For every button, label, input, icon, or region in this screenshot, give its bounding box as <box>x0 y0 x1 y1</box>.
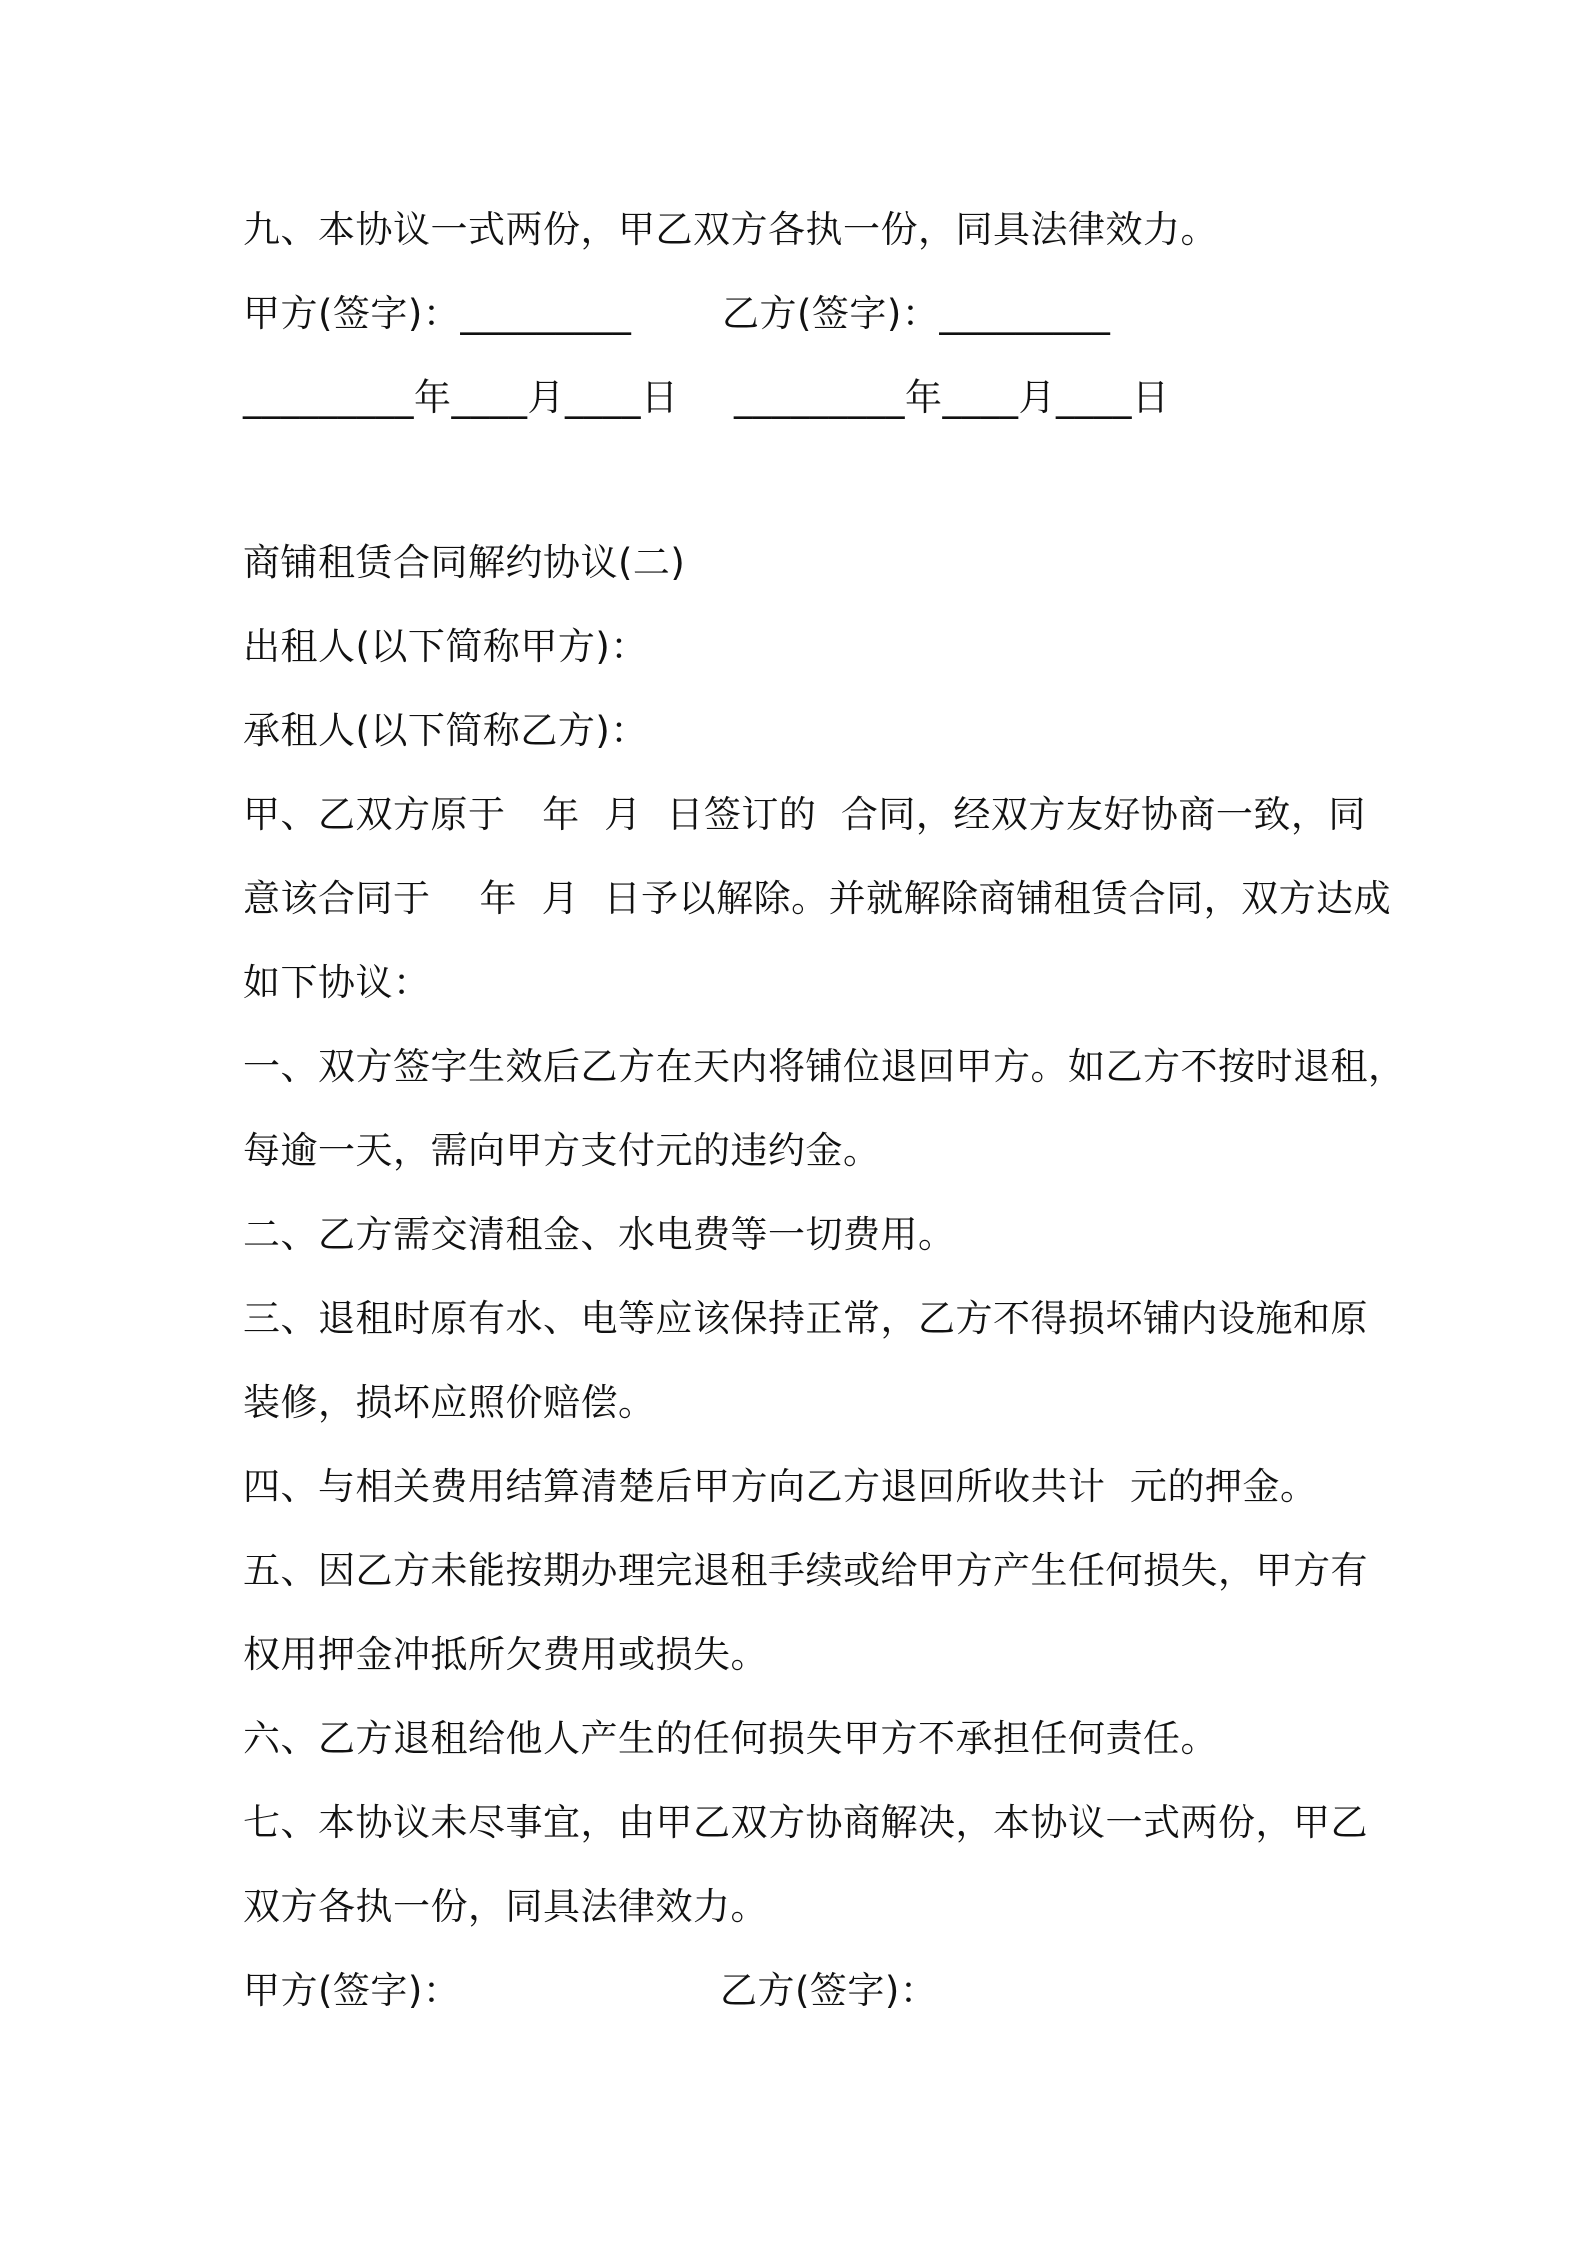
lessor-line: 出租人(以下简称甲方)： <box>243 625 648 668</box>
clause-one-line: 一、双方签字生效后乙方在天内将铺位退回甲方。如乙方不按时退租， <box>243 1045 1406 1088</box>
agreement-title: 商铺租赁合同解约协议(二) <box>243 541 686 584</box>
party-a-signature-line: 甲方(签字)：_________ <box>243 292 632 335</box>
clause-five-line: 权用押金冲抵所欠费用或损失。 <box>243 1633 768 1676</box>
party-a-date-line: _________年____月____日 <box>243 376 679 419</box>
party-b-signature: 乙方(签字)： <box>720 1969 938 2012</box>
clause-seven-line: 双方各执一份，同具法律效力。 <box>243 1885 768 1928</box>
clause-nine: 九、本协议一式两份，甲乙双方各执一份，同具法律效力。 <box>243 208 1218 251</box>
preamble-line: 如下协议： <box>243 961 431 1004</box>
clause-five-line: 五、因乙方未能按期办理完退租手续或给甲方产生任何损失，甲方有 <box>243 1549 1368 1592</box>
clause-one-line: 每逾一天，需向甲方支付元的违约金。 <box>243 1129 881 1172</box>
party-a-signature: 甲方(签字)： <box>243 1969 461 2012</box>
preamble-line: 甲、乙双方原于 年 月 日签订的 合同，经双方友好协商一致，同 <box>243 793 1366 836</box>
lessee-line: 承租人(以下简称乙方)： <box>243 709 648 752</box>
clause-three-line: 三、退租时原有水、电等应该保持正常，乙方不得损坏铺内设施和原 <box>243 1297 1368 1340</box>
clause-two: 二、乙方需交清租金、水电费等一切费用。 <box>243 1213 956 1256</box>
preamble-line: 意该合同于 年 月 日予以解除。并就解除商铺租赁合同，双方达成 <box>243 877 1392 920</box>
clause-six: 六、乙方退租给他人产生的任何损失甲方不承担任何责任。 <box>243 1717 1218 1760</box>
party-b-signature-line: 乙方(签字)：_________ <box>722 292 1111 335</box>
clause-seven-line: 七、本协议未尽事宜，由甲乙双方协商解决，本协议一式两份，甲乙 <box>243 1801 1368 1844</box>
party-b-date-line: _________年____月____日 <box>734 376 1170 419</box>
clause-three-line: 装修，损坏应照价赔偿。 <box>243 1381 656 1424</box>
clause-four: 四、与相关费用结算清楚后甲方向乙方退回所收共计 元的押金。 <box>243 1465 1318 1508</box>
